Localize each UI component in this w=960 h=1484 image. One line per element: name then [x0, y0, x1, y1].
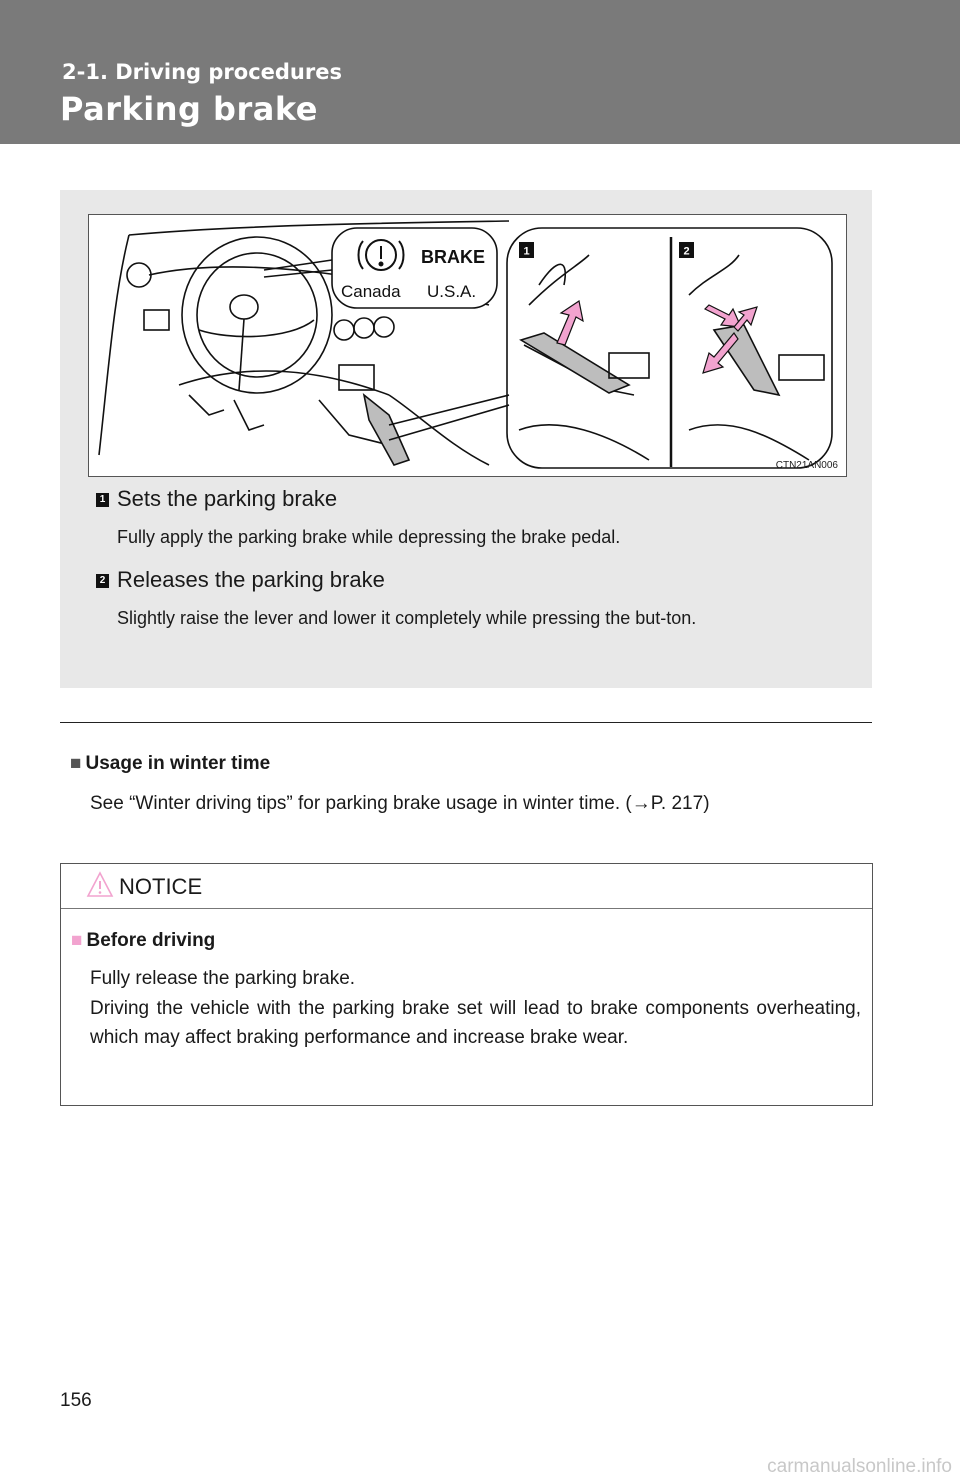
usage-heading — [70, 753, 270, 775]
figure-code: CTN21AN006 — [775, 460, 838, 471]
page-header — [0, 0, 960, 144]
usage-text: See “Winter driving tips” for parking brake usage in winter time. (→P. 217) — [90, 793, 710, 814]
section-divider — [60, 722, 872, 723]
notice-text: Fully release the parking brake. Driving the vehicle with the parking brake set will lead to brake components overheating, which may affect braking performance and increase brake wear. — [90, 968, 861, 1048]
brake-warning-label: BRAKE — [421, 247, 486, 267]
step-2-marker: 2 — [96, 574, 109, 588]
usage-title-text: Usage in winter time — [85, 753, 271, 774]
step-1-description: Fully apply the parking brake while depressing the brake pedal. — [117, 527, 621, 547]
notice-header — [61, 864, 872, 909]
page-title: Parking brake — [60, 90, 318, 128]
step-1-heading: Sets the parking brake — [117, 486, 338, 511]
notice-heading — [71, 930, 215, 952]
step-1-marker: 1 — [96, 493, 109, 507]
callout-1-marker: 1 — [523, 245, 530, 258]
watermark: carmanualsonline.info — [767, 1456, 952, 1477]
bullet-square-icon: ■ — [70, 753, 82, 774]
warning-triangle-icon — [86, 871, 114, 899]
bullet-square-icon: ■ — [71, 930, 83, 951]
notice-box — [60, 863, 873, 1106]
step-2-description: Slightly raise the lever and lower it completely while pressing the but-ton. — [117, 608, 697, 628]
notice-title-text: Before driving — [86, 930, 216, 951]
callout-2-marker: 2 — [683, 245, 690, 258]
parking-brake-illustration — [88, 214, 847, 477]
notice-label: NOTICE — [119, 874, 203, 899]
dashboard-drawing — [89, 215, 846, 476]
section-label: 2-1. Driving procedures — [62, 60, 342, 84]
page-number: 156 — [60, 1390, 92, 1411]
step-2-heading: Releases the parking brake — [117, 567, 385, 592]
region-usa-label: U.S.A. — [427, 282, 477, 301]
region-canada-label: Canada — [341, 282, 401, 301]
